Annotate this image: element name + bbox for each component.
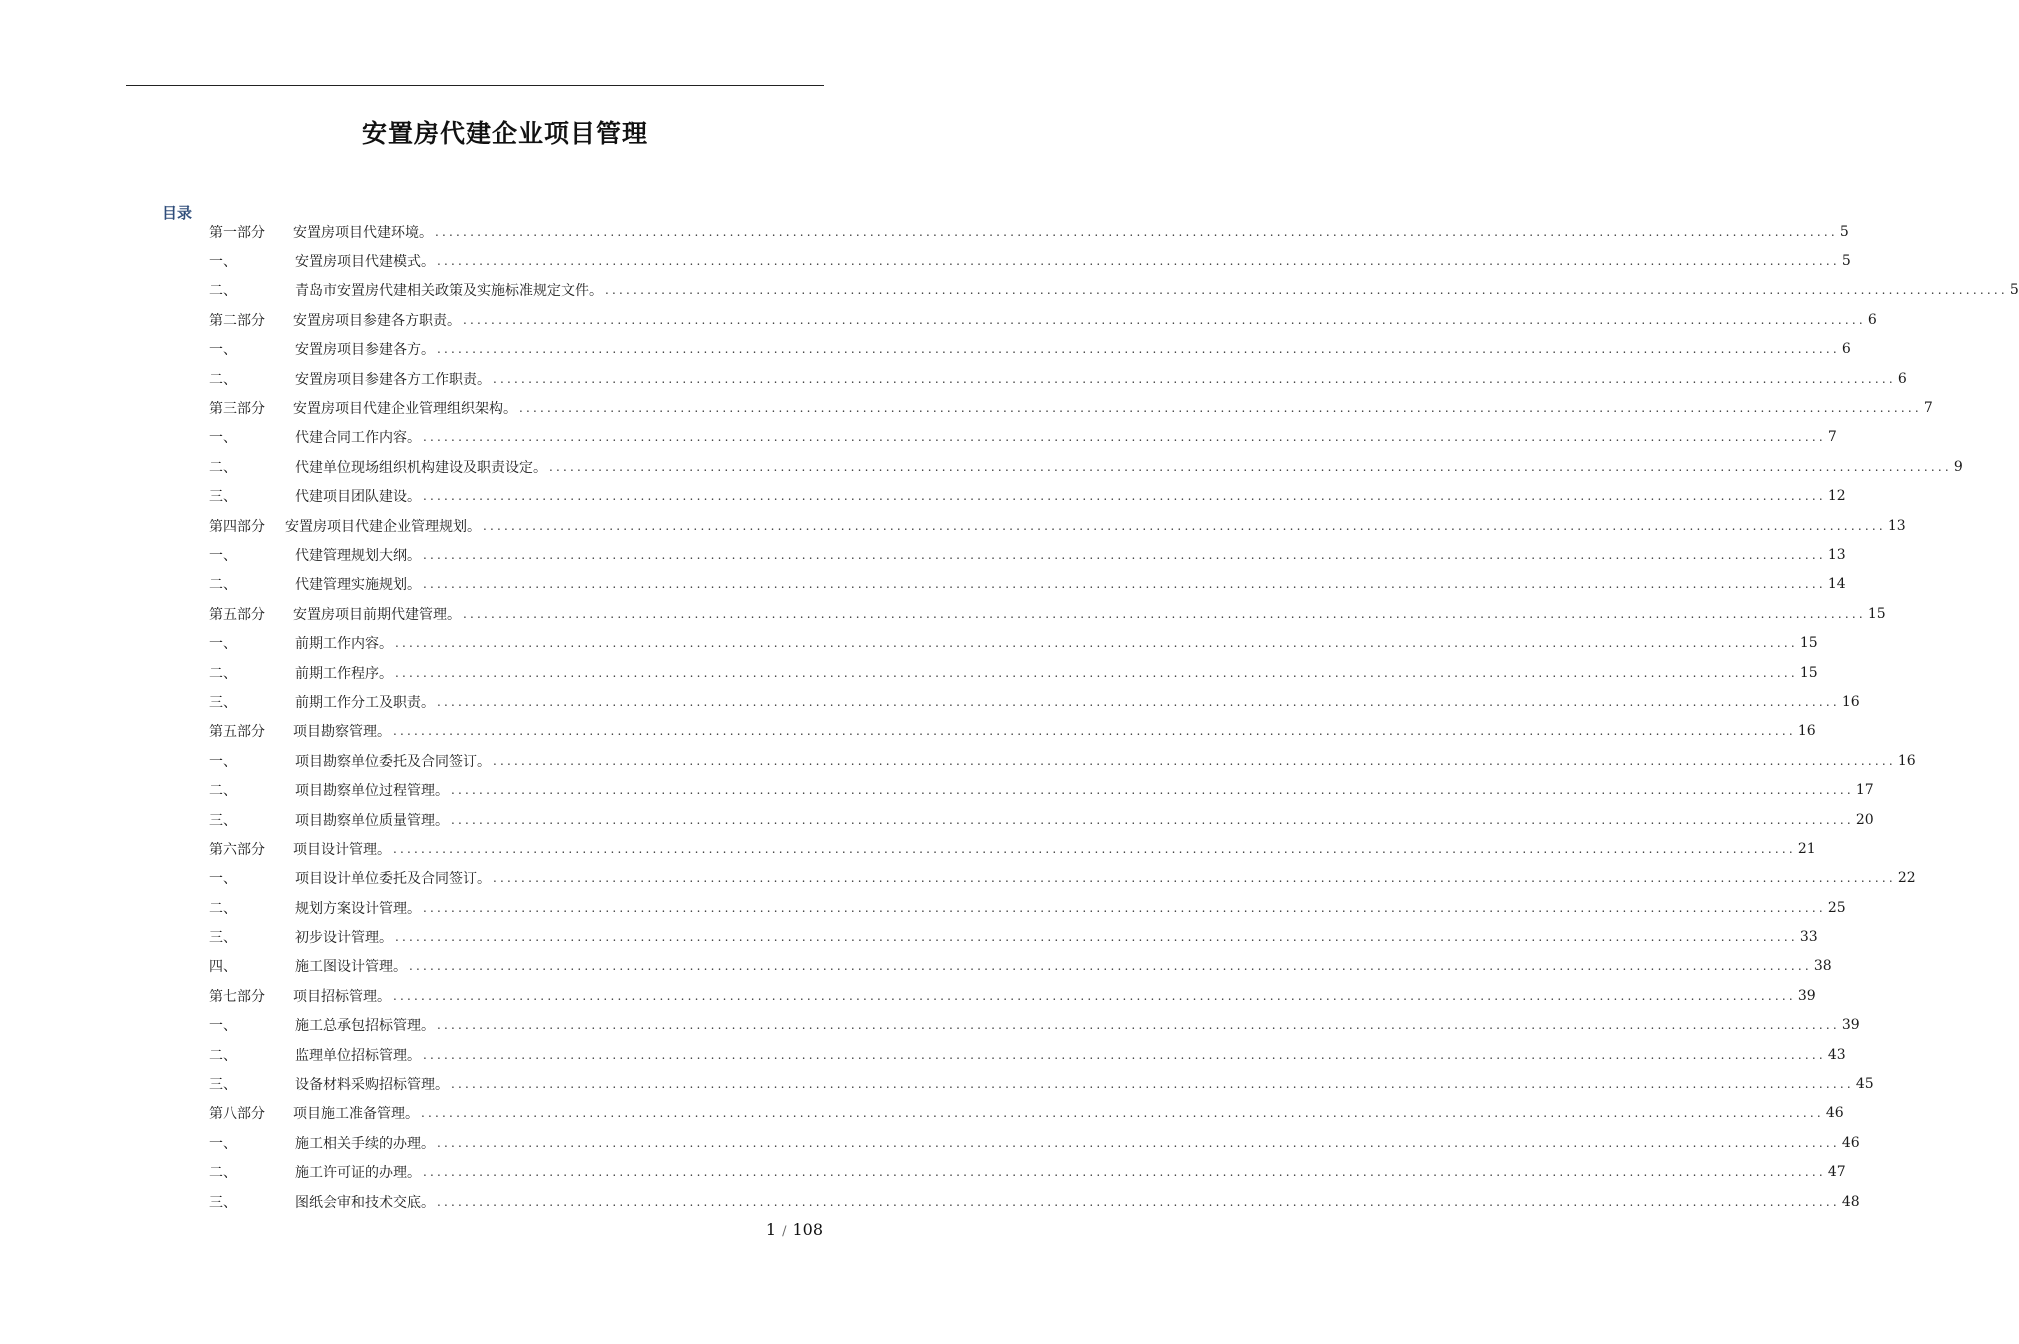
toc-dot-leader: ........................................................................................................................................................................................................ bbox=[483, 518, 1886, 533]
toc-entry-title: 前期工作分工及职责。 bbox=[295, 694, 435, 711]
toc-entry-number: 一、 bbox=[209, 547, 237, 564]
toc-entry[interactable] bbox=[209, 599, 1886, 628]
toc-entry-number: 第七部分 bbox=[209, 988, 265, 1005]
toc-entry-page: 14 bbox=[1827, 576, 1846, 593]
header-rule bbox=[126, 85, 824, 86]
toc-entry-title: 代建项目团队建设。 bbox=[295, 489, 421, 506]
toc-dot-leader: ........................................................................................................................................................................................................ bbox=[423, 900, 1826, 915]
toc-dot-leader: ........................................................................................................................................................................................................ bbox=[395, 636, 1798, 651]
toc-dot-leader: ........................................................................................................................................................................................................ bbox=[423, 1165, 1826, 1180]
toc-entry-page: 15 bbox=[1799, 664, 1818, 681]
toc-entry-title: 安置房项目代建企业管理组织架构。 bbox=[293, 401, 517, 418]
toc-entry-title: 项目施工准备管理。 bbox=[293, 1106, 419, 1123]
toc-dot-leader: ........................................................................................................................................................................................................ bbox=[409, 959, 1812, 974]
toc-entry-number: 第八部分 bbox=[209, 1106, 265, 1123]
toc-dot-leader: ........................................................................................................................................................................................................ bbox=[451, 812, 1854, 827]
toc-dot-leader: ........................................................................................................................................................................................................ bbox=[423, 547, 1826, 562]
toc-entry[interactable] bbox=[209, 717, 1816, 746]
toc-dot-leader: ........................................................................................................................................................................................................ bbox=[451, 1077, 1854, 1092]
toc-entry-page: 45 bbox=[1855, 1076, 1874, 1093]
page-number bbox=[766, 1220, 823, 1239]
toc-dot-leader: ........................................................................................................................................................................................................ bbox=[393, 988, 1796, 1003]
toc-entry[interactable] bbox=[209, 1158, 1846, 1187]
toc-entry-page: 16 bbox=[1841, 693, 1860, 710]
toc-entry[interactable] bbox=[209, 305, 1877, 334]
toc-dot-leader: ........................................................................................................................................................................................................ bbox=[451, 783, 1854, 798]
toc-dot-leader: ........................................................................................................................................................................................................ bbox=[423, 489, 1826, 504]
toc-entry-number: 一、 bbox=[209, 636, 237, 653]
toc-entry-page: 20 bbox=[1855, 811, 1874, 828]
toc-entry-page: 7 bbox=[1923, 400, 1933, 417]
toc-entry-page: 39 bbox=[1797, 987, 1816, 1004]
toc-entry[interactable] bbox=[209, 1069, 1874, 1098]
toc-entry-title: 代建管理规划大纲。 bbox=[295, 547, 421, 564]
toc-entry-title: 项目勘察单位质量管理。 bbox=[295, 812, 449, 829]
toc-entry-page: 33 bbox=[1799, 929, 1818, 946]
toc-dot-leader: ........................................................................................................................................................................................................ bbox=[395, 665, 1798, 680]
toc-entry-number: 一、 bbox=[209, 342, 237, 359]
toc-entry-page: 25 bbox=[1827, 899, 1846, 916]
toc-entry-title: 青岛市安置房代建相关政策及实施标准规定文件。 bbox=[295, 283, 603, 300]
toc-entry[interactable] bbox=[209, 570, 1846, 599]
toc-entry-title: 代建管理实施规划。 bbox=[295, 577, 421, 594]
toc-entry-title: 监理单位招标管理。 bbox=[295, 1047, 421, 1064]
toc-entry-number: 二、 bbox=[209, 577, 237, 594]
toc-entry-title: 代建单位现场组织机构建设及职责设定。 bbox=[295, 459, 547, 476]
toc-dot-leader: ........................................................................................................................................................................................................ bbox=[463, 606, 1866, 621]
toc-entry-title: 安置房项目前期代建管理。 bbox=[293, 606, 461, 623]
toc-dot-leader: ........................................................................................................................................................................................................ bbox=[435, 224, 1838, 239]
toc-entry[interactable] bbox=[209, 1011, 1860, 1040]
toc-entry-number: 一、 bbox=[209, 871, 237, 888]
toc-dot-leader: ........................................................................................................................................................................................................ bbox=[395, 930, 1798, 945]
toc-entry-title: 施工相关手续的办理。 bbox=[295, 1135, 435, 1152]
toc-entry-page: 16 bbox=[1897, 752, 1916, 769]
toc-entry[interactable] bbox=[209, 393, 1933, 422]
toc-dot-leader: ........................................................................................................................................................................................................ bbox=[605, 283, 2008, 298]
toc-entry-page: 46 bbox=[1841, 1134, 1860, 1151]
toc-entry-page: 15 bbox=[1799, 635, 1818, 652]
toc-entry[interactable] bbox=[209, 1187, 1860, 1216]
toc-entry[interactable] bbox=[209, 952, 1832, 981]
toc-entry-number: 第六部分 bbox=[209, 841, 265, 858]
total-pages: 108 bbox=[792, 1220, 823, 1239]
toc-dot-leader: ........................................................................................................................................................................................................ bbox=[437, 1194, 1840, 1209]
toc-entry-page: 16 bbox=[1797, 723, 1816, 740]
toc-entry[interactable] bbox=[209, 628, 1818, 657]
toc-entry-number: 三、 bbox=[209, 930, 237, 947]
toc-entry-title: 施工总承包招标管理。 bbox=[295, 1018, 435, 1035]
toc-entry-number: 二、 bbox=[209, 459, 237, 476]
toc-entry[interactable] bbox=[209, 922, 1818, 951]
toc-dot-leader: ........................................................................................................................................................................................................ bbox=[423, 430, 1826, 445]
toc-entry-number: 三、 bbox=[209, 694, 237, 711]
toc-entry-number: 二、 bbox=[209, 783, 237, 800]
toc-dot-leader: ........................................................................................................................................................................................................ bbox=[519, 401, 1922, 416]
toc-entry[interactable] bbox=[209, 217, 1849, 246]
toc-dot-leader: ........................................................................................................................................................................................................ bbox=[437, 694, 1840, 709]
toc-entry[interactable] bbox=[209, 805, 1874, 834]
toc-entry-page: 13 bbox=[1887, 517, 1906, 534]
current-page: 1 bbox=[765, 1220, 777, 1239]
toc-entry-title: 前期工作内容。 bbox=[295, 636, 393, 653]
toc-entry-number: 第五部分 bbox=[209, 606, 265, 623]
toc-entry-page: 15 bbox=[1867, 605, 1886, 622]
toc-entry[interactable] bbox=[209, 1128, 1860, 1157]
toc-dot-leader: ........................................................................................................................................................................................................ bbox=[493, 371, 1896, 386]
toc-entry[interactable] bbox=[209, 775, 1874, 804]
toc-entry-title: 代建合同工作内容。 bbox=[295, 430, 421, 447]
toc-entry-title: 项目招标管理。 bbox=[293, 988, 391, 1005]
toc-dot-leader: ........................................................................................................................................................................................................ bbox=[393, 724, 1796, 739]
toc-entry-number: 一、 bbox=[209, 1018, 237, 1035]
toc-entry-number: 第五部分 bbox=[209, 724, 265, 741]
toc-entry-number: 一、 bbox=[209, 430, 237, 447]
toc-entry-title: 项目设计单位委托及合同签订。 bbox=[295, 871, 491, 888]
toc-entry[interactable] bbox=[209, 452, 1963, 481]
toc-heading[interactable]: 目录 bbox=[162, 204, 193, 222]
toc-entry-title: 项目勘察单位过程管理。 bbox=[295, 783, 449, 800]
toc-entry-number: 一、 bbox=[209, 1135, 237, 1152]
toc-entry-page: 38 bbox=[1813, 958, 1832, 975]
toc-entry-title: 安置房项目代建模式。 bbox=[295, 254, 435, 271]
toc-entry-title: 项目勘察管理。 bbox=[293, 724, 391, 741]
toc-entry-number: 一、 bbox=[209, 753, 237, 770]
toc-entry-number: 一、 bbox=[209, 254, 237, 271]
toc-entry-page: 48 bbox=[1841, 1193, 1860, 1210]
table-of-contents bbox=[209, 217, 2019, 1216]
toc-entry-title: 安置房项目代建环境。 bbox=[293, 224, 433, 241]
toc-entry-page: 5 bbox=[2009, 282, 2019, 299]
toc-entry[interactable] bbox=[209, 276, 2019, 305]
toc-entry-number: 二、 bbox=[209, 283, 237, 300]
document-title: 安置房代建企业项目管理 bbox=[361, 119, 648, 148]
page-separator: / bbox=[782, 1224, 787, 1239]
toc-entry-number: 四、 bbox=[209, 959, 237, 976]
toc-dot-leader: ........................................................................................................................................................................................................ bbox=[437, 254, 1840, 269]
toc-entry[interactable] bbox=[209, 687, 1860, 716]
toc-dot-leader: ........................................................................................................................................................................................................ bbox=[493, 871, 1896, 886]
toc-entry-title: 前期工作程序。 bbox=[295, 665, 393, 682]
toc-entry-number: 三、 bbox=[209, 1077, 237, 1094]
toc-entry[interactable] bbox=[209, 482, 1846, 511]
toc-entry-number: 第一部分 bbox=[209, 224, 265, 241]
toc-entry[interactable] bbox=[209, 658, 1818, 687]
toc-dot-leader: ........................................................................................................................................................................................................ bbox=[437, 1135, 1840, 1150]
toc-entry-page: 22 bbox=[1897, 870, 1916, 887]
toc-entry-number: 二、 bbox=[209, 900, 237, 917]
toc-entry-page: 46 bbox=[1825, 1105, 1844, 1122]
toc-entry-number: 第四部分 bbox=[209, 518, 265, 535]
toc-dot-leader: ........................................................................................................................................................................................................ bbox=[423, 577, 1826, 592]
toc-entry[interactable] bbox=[209, 423, 1837, 452]
toc-entry-page: 43 bbox=[1827, 1046, 1846, 1063]
toc-entry-page: 6 bbox=[1867, 311, 1877, 328]
toc-entry-page: 9 bbox=[1953, 458, 1963, 475]
toc-entry-page: 17 bbox=[1855, 782, 1874, 799]
toc-entry[interactable] bbox=[209, 893, 1846, 922]
toc-entry[interactable] bbox=[209, 511, 1906, 540]
toc-entry-page: 5 bbox=[1841, 253, 1851, 270]
toc-dot-leader: ........................................................................................................................................................................................................ bbox=[437, 1018, 1840, 1033]
toc-entry-page: 39 bbox=[1841, 1017, 1860, 1034]
toc-entry-page: 13 bbox=[1827, 546, 1846, 563]
toc-entry[interactable] bbox=[209, 1099, 1844, 1128]
toc-entry-page: 47 bbox=[1827, 1164, 1846, 1181]
toc-entry-page: 21 bbox=[1797, 840, 1816, 857]
toc-entry-title: 规划方案设计管理。 bbox=[295, 900, 421, 917]
toc-entry-title: 设备材料采购招标管理。 bbox=[295, 1077, 449, 1094]
toc-entry-title: 施工图设计管理。 bbox=[295, 959, 407, 976]
toc-entry-title: 图纸会审和技术交底。 bbox=[295, 1194, 435, 1211]
toc-entry-title: 安置房项目参建各方。 bbox=[295, 342, 435, 359]
toc-entry[interactable] bbox=[209, 364, 1907, 393]
toc-entry-title: 初步设计管理。 bbox=[295, 930, 393, 947]
toc-entry-title: 安置房项目参建各方工作职责。 bbox=[295, 371, 491, 388]
toc-entry-title: 项目设计管理。 bbox=[293, 841, 391, 858]
toc-entry-number: 二、 bbox=[209, 1047, 237, 1064]
toc-entry-page: 12 bbox=[1827, 488, 1846, 505]
toc-entry[interactable] bbox=[209, 864, 1916, 893]
toc-entry[interactable] bbox=[209, 540, 1846, 569]
toc-entry-number: 二、 bbox=[209, 371, 237, 388]
toc-entry-page: 6 bbox=[1841, 341, 1851, 358]
toc-dot-leader: ........................................................................................................................................................................................................ bbox=[493, 753, 1896, 768]
toc-dot-leader: ........................................................................................................................................................................................................ bbox=[549, 459, 1952, 474]
toc-entry-number: 第三部分 bbox=[209, 401, 265, 418]
toc-entry-number: 二、 bbox=[209, 1165, 237, 1182]
toc-entry[interactable] bbox=[209, 246, 1851, 275]
toc-dot-leader: ........................................................................................................................................................................................................ bbox=[421, 1106, 1824, 1121]
toc-entry-page: 5 bbox=[1839, 223, 1849, 240]
toc-entry-number: 第二部分 bbox=[209, 312, 265, 329]
toc-entry[interactable] bbox=[209, 746, 1916, 775]
toc-entry-number: 二、 bbox=[209, 665, 237, 682]
toc-entry-page: 7 bbox=[1827, 429, 1837, 446]
toc-entry[interactable] bbox=[209, 981, 1816, 1010]
toc-dot-leader: ........................................................................................................................................................................................................ bbox=[423, 1047, 1826, 1062]
toc-entry[interactable] bbox=[209, 834, 1816, 863]
toc-dot-leader: ........................................................................................................................................................................................................ bbox=[393, 841, 1796, 856]
toc-entry-title: 施工许可证的办理。 bbox=[295, 1165, 421, 1182]
toc-entry-number: 三、 bbox=[209, 1194, 237, 1211]
toc-entry-title: 安置房项目参建各方职责。 bbox=[293, 312, 461, 329]
toc-entry-number: 三、 bbox=[209, 812, 237, 829]
toc-entry[interactable] bbox=[209, 335, 1851, 364]
toc-dot-leader: ........................................................................................................................................................................................................ bbox=[437, 342, 1840, 357]
toc-dot-leader: ........................................................................................................................................................................................................ bbox=[463, 312, 1866, 327]
toc-entry-page: 6 bbox=[1897, 370, 1907, 387]
toc-entry-title: 安置房项目代建企业管理规划。 bbox=[285, 518, 481, 535]
toc-entry-title: 项目勘察单位委托及合同签订。 bbox=[295, 753, 491, 770]
toc-entry-number: 三、 bbox=[209, 489, 237, 506]
toc-entry[interactable] bbox=[209, 1040, 1846, 1069]
